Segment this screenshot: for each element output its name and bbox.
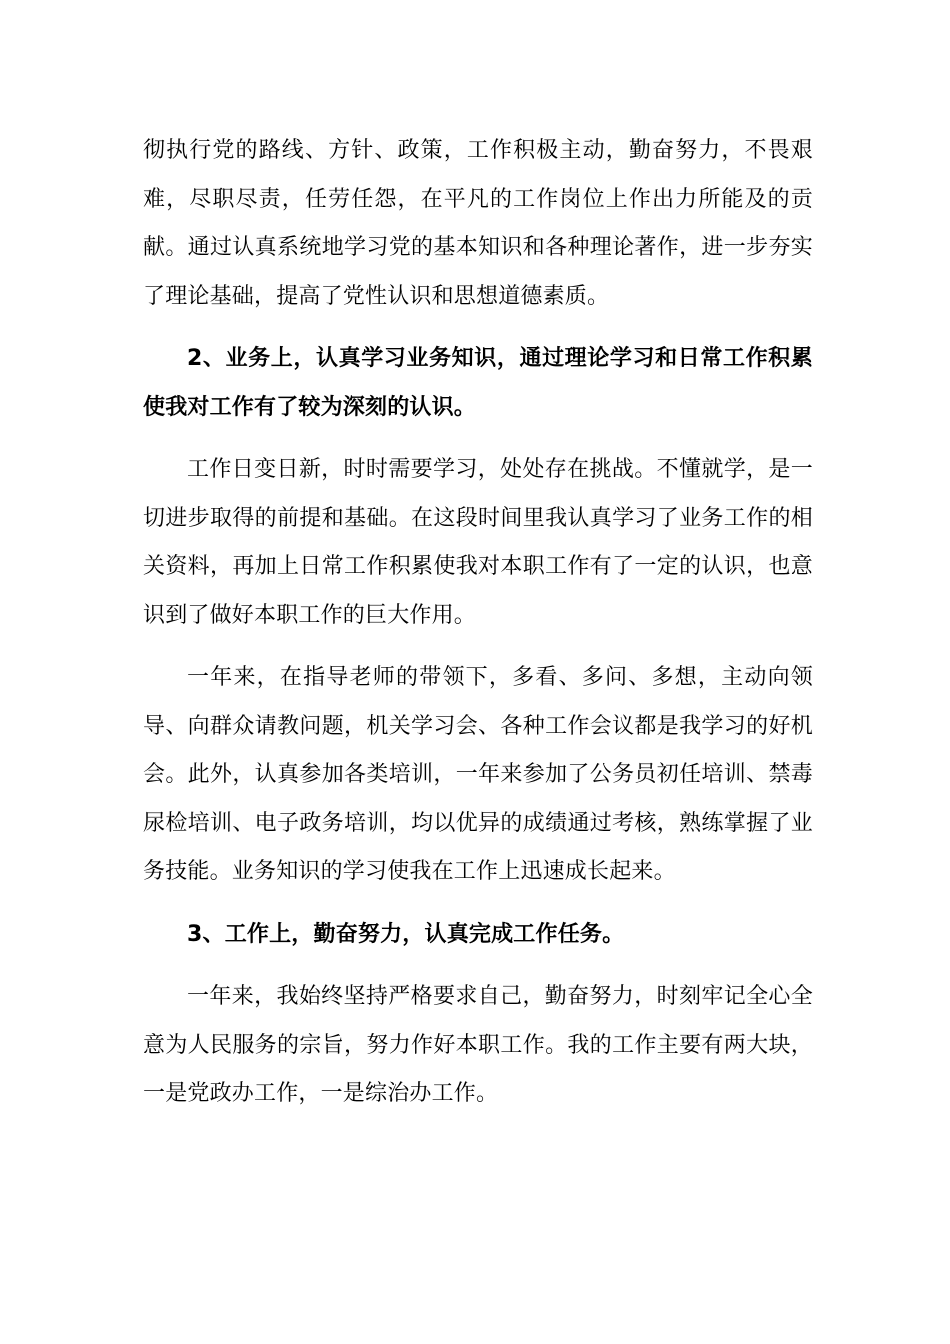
document-body — [143, 127, 813, 1119]
section-heading-business: 2、业务上，认真学习业务知识，通过理论学习和日常工作积累使我对工作有了较为深刻的认识。 — [143, 346, 813, 420]
paragraph-work-duties: 一年来，我始终坚持严格要求自己，勤奋努力，时刻牢记全心全意为人民服务的宗旨，努力作好本职工作。我的工作主要有两大块，一是党政办工作，一是综治办工作。 — [143, 984, 813, 1106]
section-heading-work: 3、工作上，勤奋努力，认真完成工作任务。 — [187, 921, 625, 947]
paragraph-work-learning: 工作日变日新，时时需要学习，处处存在挑战。不懂就学，是一切进步取得的前提和基础。在这段时间里我认真学习了业务工作的相关资料，再加上日常工作积累使我对本职工作有了一定的认识，也意识到了做好本职工作的巨大作用。 — [143, 457, 813, 628]
paragraph-party-study-continued: 彻执行党的路线、方针、政策，工作积极主动，勤奋努力，不畏艰难，尽职尽责，任劳任怨，在平凡的工作岗位上作出力所能及的贡献。通过认真系统地学习党的基本知识和各种理论著作，进一步夯实了理论基础，提高了党性认识和思想道德素质。 — [143, 138, 813, 309]
paragraph-training: 一年来，在指导老师的带领下，多看、多问、多想，主动向领导、向群众请教问题，机关学习会、各种工作会议都是我学习的好机会。此外，认真参加各类培训，一年来参加了公务员初任培训、禁毒尿检培训、电子政务培训，均以优异的成绩通过考核，熟练掌握了业务技能。业务知识的学习使我在工作上迅速成长起来。 — [143, 665, 813, 884]
